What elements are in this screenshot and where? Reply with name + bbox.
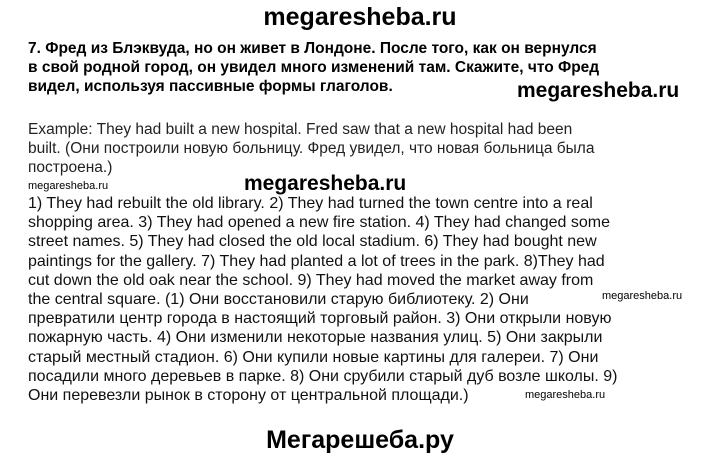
answer-line: Они перевезли рынок в сторону от центральной площади.) (28, 387, 469, 405)
answer-line: street names. 5) They had closed the old local stadium. 6) They had bought new (28, 233, 597, 251)
watermark-small-left: megaresheba.ru (28, 180, 109, 192)
watermark-task: megaresheba.ru (517, 79, 680, 102)
example-line: built. (Они построили новую больницу. Фред увидел, что новая больница была (28, 140, 595, 157)
answer-line: cut down the old oak near the school. 9) They had moved the market away from (28, 271, 594, 289)
answer-line: 1) They had rebuilt the old library. 2) They had turned the town centre into a real (28, 195, 593, 212)
answer-line: посадили много деревьев в парке. 8) Они срубили старый дуб возле школы. 9) (28, 367, 618, 385)
example-line: Example: They had built a new hospital. Fred saw that a new hospital had been (28, 121, 573, 138)
answer-line: превратили центр города в настоящий торговый район. 3) Они открыли новую (28, 310, 612, 328)
task-line: 7. Фред из Блэквуда, но он живет в Лондоне. После того, как он вернулся (28, 40, 597, 57)
answer-line: paintings for the gallery. 7) They had planted a lot of trees in the park. 8)They had (28, 252, 605, 270)
example-line: построена.) (28, 159, 113, 176)
site-footer: Мегарешеба.ру (266, 426, 454, 454)
task-line: видел, используя пассивные формы глаголов. (28, 78, 393, 95)
answer-line: the central square. (1) Они восстановили старую библиотеку. 2) Они (28, 291, 529, 309)
answer-line: shopping area. 3) They had opened a new fire station. 4) They had changed some (28, 214, 611, 232)
site-header: megaresheba.ru (263, 3, 457, 31)
answer-line: пожарную часть. 4) Они изменили некоторые названия улиц. 5) Они закрыли (28, 329, 603, 347)
watermark-small-bottom: megaresheba.ru (525, 389, 606, 401)
answer-line: старый местный стадион. 6) Они купили новые картины для галереи. 7) Они (28, 348, 599, 366)
example-text (28, 120, 708, 177)
watermark-middle: megaresheba.ru (244, 172, 407, 195)
watermark-small-right: megaresheba.ru (602, 290, 683, 302)
task-line: в свой родной город, он увидел много изменений там. Скажите, что Фред (28, 59, 600, 76)
